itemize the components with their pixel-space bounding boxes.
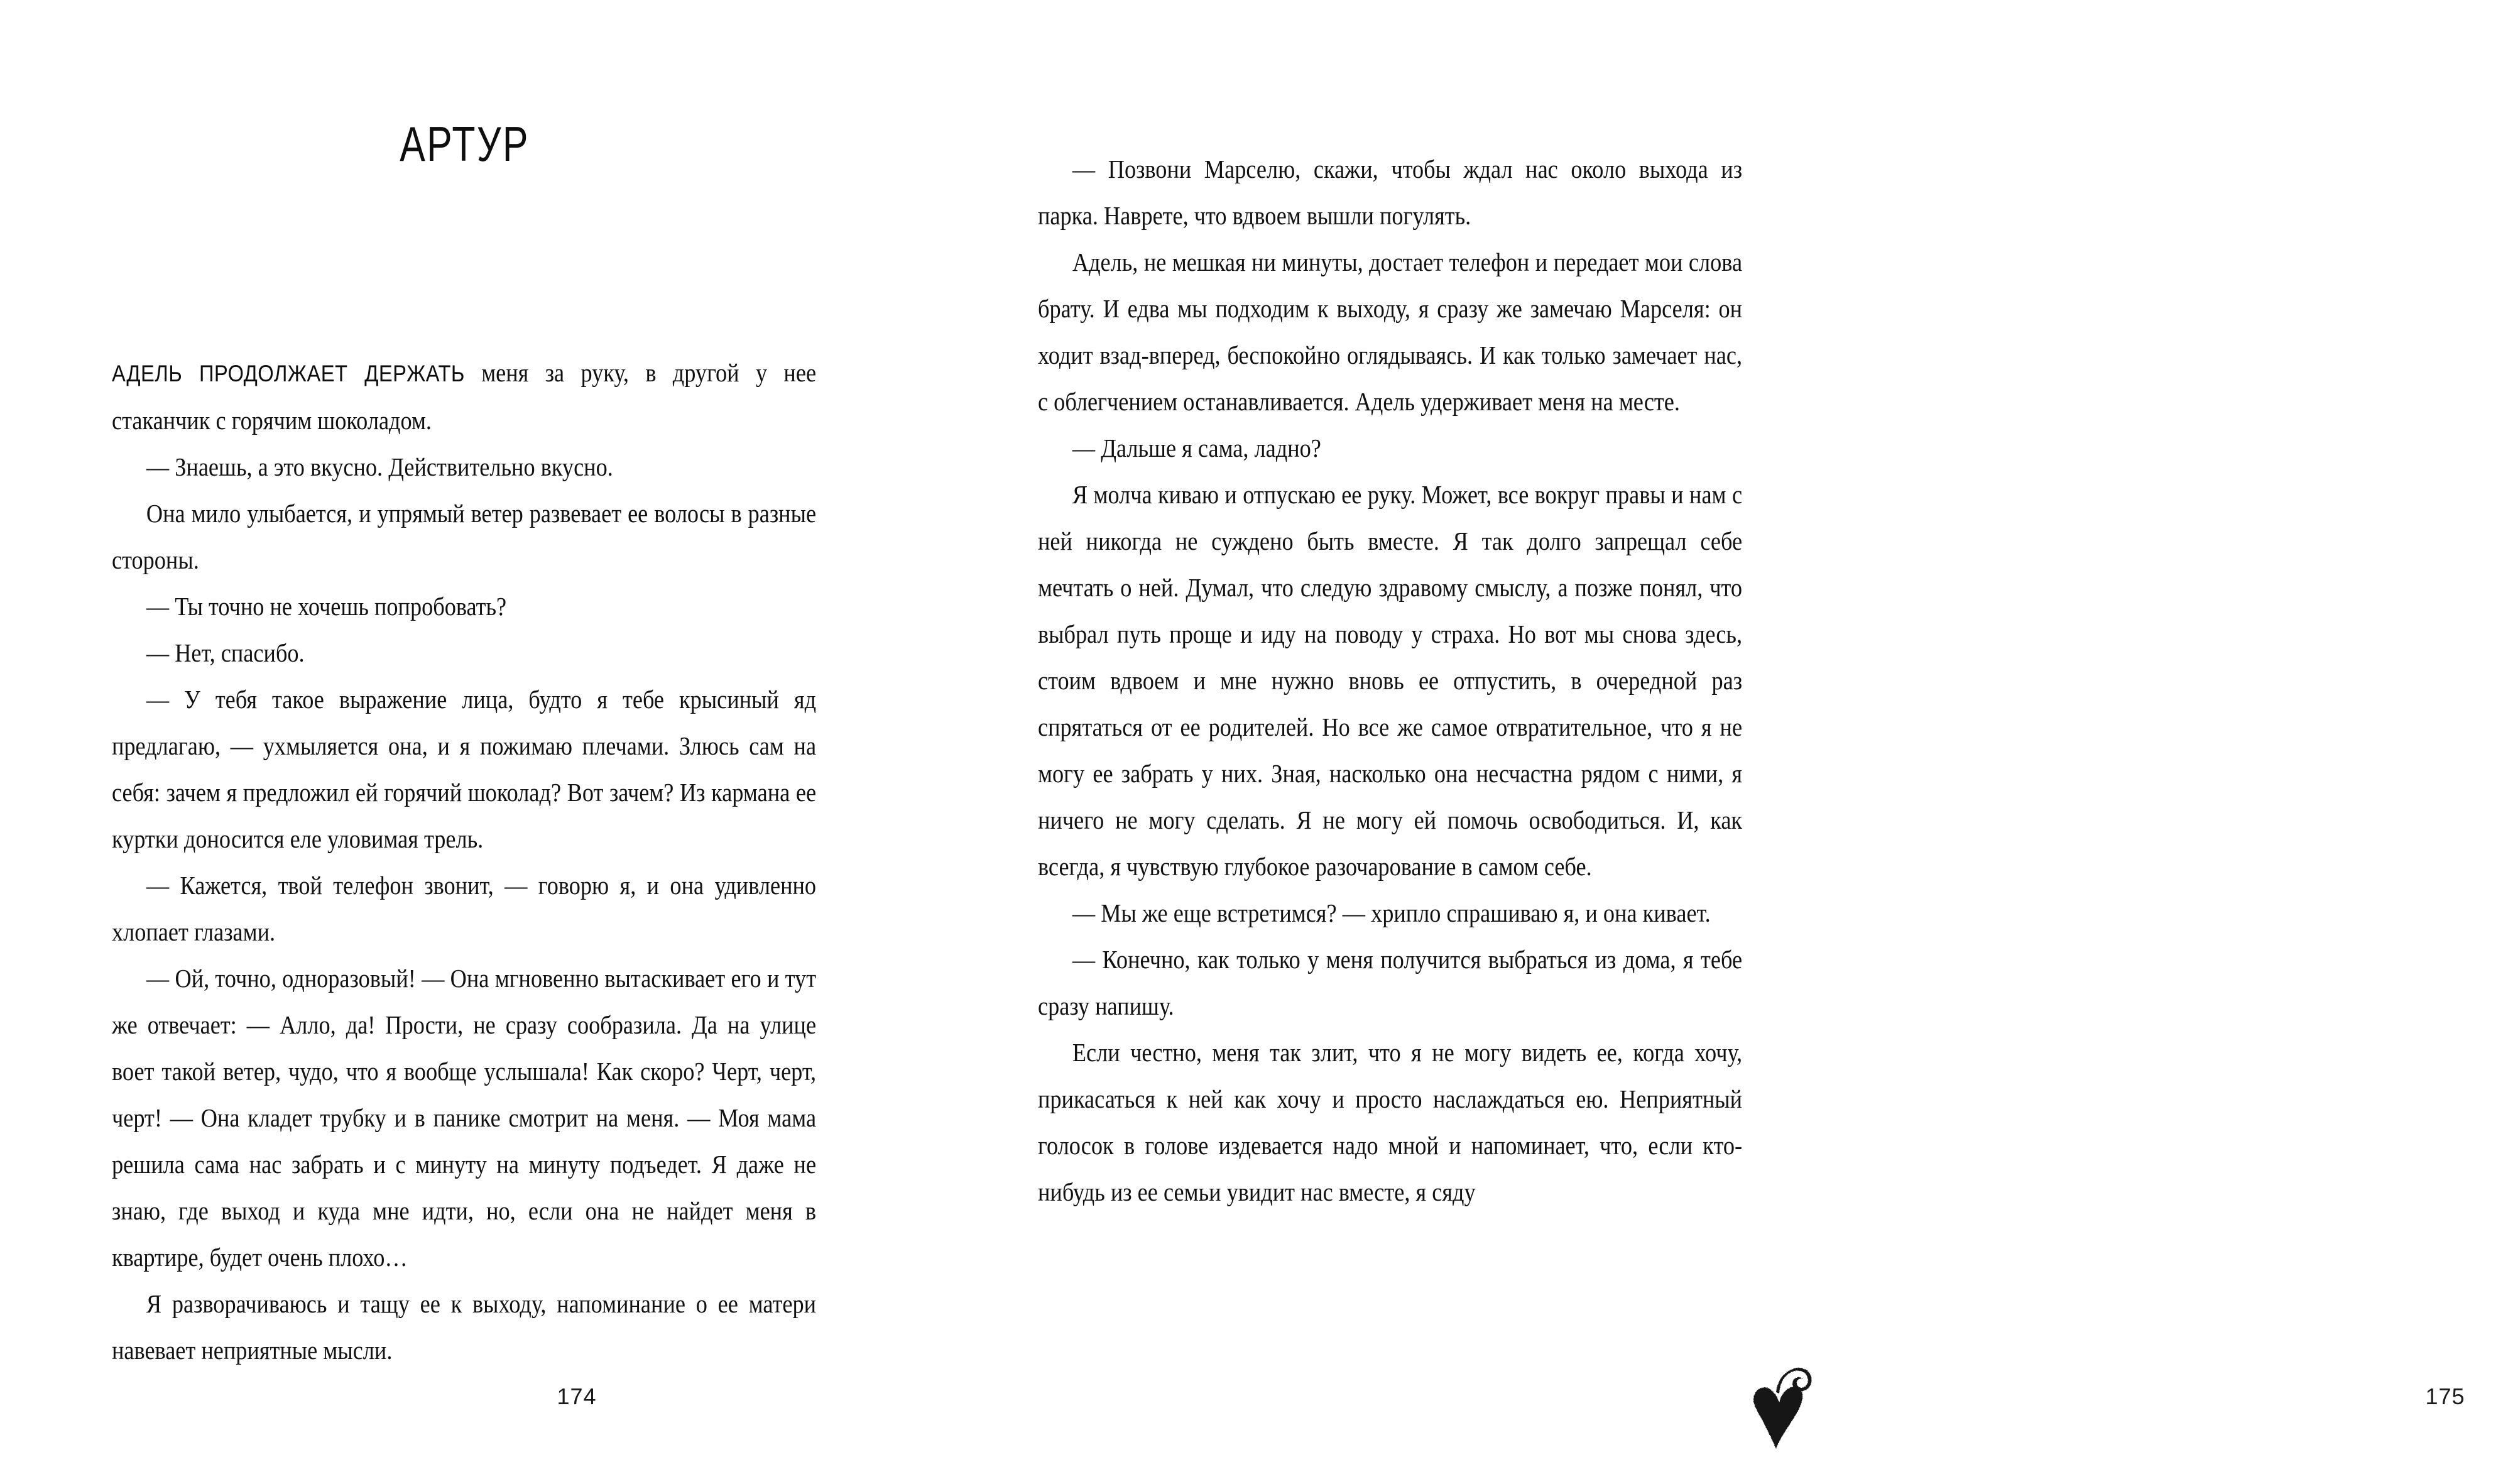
paragraph: — Дальше я сама, ладно? (1072, 434, 1321, 462)
paragraph: Я разворачиваюсь и тащу ее к выходу, напоминание о ее матери навевает неприятные мысли. (112, 1289, 817, 1365)
right-page (1038, 0, 2465, 1484)
paragraph: — Конечно, как только у меня получится выбраться из дома, я тебе сразу напишу. (1038, 945, 1743, 1020)
paragraph: Если честно, меня так злит, что я не могу видеть ее, когда хочу, прикасаться к ней как хочу и просто наслаждаться ею. Неприятный голосок в голове издевается надо мной и напоминает, что, если кто-нибудь из ее семьи увидит нас вместе, я сяду (1038, 1038, 1743, 1206)
left-page-body (112, 349, 817, 1373)
paragraph: Она мило улыбается, и упрямый ветер развевает ее волосы в разные стороны. (112, 499, 817, 574)
paragraph: — Позвони Марселю, скажи, чтобы ждал нас около выхода из парка. Наврете, что вдвоем вышли погулять. (1038, 155, 1743, 230)
paragraph: — Знаешь, а это вкусно. Действительно вкусно. (146, 452, 613, 481)
paragraph: — Ой, точно, одноразовый! — Она мгновенно вытаскивает его и тут же отвечает: — Алло, да! Прости, не сразу сообразила. Да на улице воет такой ветер, чудо, что я вообще услышала! Как скоро? Черт, черт, черт! — Она кладет трубку и в панике смотрит на меня. — Моя мама решила сама нас забрать и с минуту на минуту подъедет. Я даже не знаю, где выход и куда мне идти, но, если она не найдет меня в квартире, будет очень плохо… (112, 964, 817, 1272)
paragraph: — Ты точно не хочешь попробовать? (146, 592, 507, 621)
heart-sprout-ornament-icon (1748, 1357, 1823, 1451)
paragraph: — Нет, спасибо. (146, 638, 305, 667)
paragraph-opening (112, 349, 816, 444)
paragraph: — Кажется, твой телефон звонит, — говорю я, и она удивленно хлопает глазами. (112, 871, 817, 946)
page-number-right: 175 (2425, 1383, 2465, 1409)
chapter-title: АРТУР (400, 116, 530, 172)
right-page-body (1038, 146, 1743, 1215)
paragraph: — У тебя такое выражение лица, будто я тебе крысиный яд предлагаю, — ухмыляется она, и я пожимаю плечами. Злюсь сам на себя: зачем я предложил ей горячий шоколад? Вот зачем? Из кармана ее куртки доносится еле уловимая трель. (112, 685, 817, 853)
paragraph: Адель, не мешкая ни минуты, достает телефон и передает мои слова брату. И едва мы подходим к выходу, я сразу же замечаю Марселя: он ходит взад-вперед, беспокойно оглядываясь. И как только замечает нас, с облегчением останавливается. Адель удерживает меня на месте. (1038, 248, 1743, 416)
left-page (112, 0, 817, 1484)
paragraph: — Мы же еще встретимся? — хрипло спрашиваю я, и она кивает. (1072, 898, 1711, 927)
page-number-left: 174 (557, 1383, 597, 1409)
paragraph-text: меня за руку, в другой у нее стаканчик с горячим шоколадом. (112, 358, 817, 435)
paragraph: Я молча киваю и отпускаю ее руку. Может, все вокруг правы и нам с ней никогда не суждено быть вместе. Я так долго запрещал себе мечтать о ней. Думал, что следую здравому смыслу, а позже понял, что выбрал путь проще и иду на поводу у страха. Но вот мы снова здесь, стоим вдвоем и мне нужно вновь ее отпустить, в очередной раз спрятаться от ее родителей. Но все же самое отвратительное, что я не могу ее забрать у них. Зная, насколько она несчастна рядом с ними, я ничего не могу сделать. Я не могу ей помочь освободиться. И, как всегда, я чувствую глубокое разочарование в самом себе. (1038, 480, 1743, 881)
opening-small-caps: АДЕЛЬ ПРОДОЛЖАЕТ ДЕРЖАТЬ (112, 361, 465, 386)
